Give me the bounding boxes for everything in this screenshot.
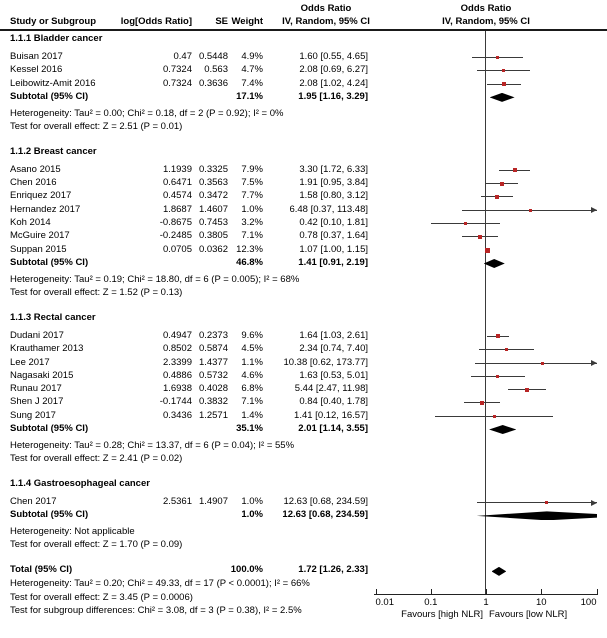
study-row [0,343,607,356]
header-rule [0,29,607,31]
forest-rows [0,32,607,619]
weight-cell: 6.8% [241,383,263,395]
ci-text-cell: 1.64 [1.03, 2.61] [299,329,368,341]
ci-text-cell: 2.34 [0.74, 7.40] [299,343,368,355]
subgroup-header-row [0,312,607,325]
study-row [0,190,607,203]
se-cell: 0.2373 [198,329,228,341]
log-odds-ratio-cell: 0.3436 [162,409,192,421]
weight-cell: 7.9% [241,163,263,175]
heterogeneity-text: Heterogeneity: Not applicable [10,526,135,538]
column-header-odds-ratio-line2: IV, Random, 95% CI [282,16,370,27]
overall-effect-text: Test for overall effect: Z = 1.70 (P = 0.09) [10,539,183,551]
ci-text-cell: 5.44 [2.47, 11.98] [294,383,368,395]
weight-cell: 9.6% [241,329,263,341]
heterogeneity-row [0,440,607,453]
column-header-study: Study or Subgroup [10,16,97,27]
ci-text-cell: 0.84 [0.40, 1.78] [299,396,368,408]
ci-text-cell: 1.63 [0.53, 5.01] [299,369,368,381]
ci-text-cell: 12.63 [0.68, 234.59] [282,509,368,521]
study-name-cell: Buisan 2017 [10,51,63,62]
ci-line [475,363,598,364]
study-name-cell: Dudani 2017 [10,329,64,341]
study-name-cell: Subtotal (95% CI) [10,256,89,268]
se-cell: 0.5448 [198,51,228,62]
heterogeneity-row [0,274,607,287]
weight-cell: 46.8% [236,256,263,268]
ci-text-cell: 0.42 [0.10, 1.81] [299,217,368,229]
or-marker [480,401,484,405]
study-row [0,496,607,509]
se-cell: 0.3805 [198,230,228,242]
study-row [0,396,607,409]
subgroup-label: 1.1.2 Breast cancer [10,145,97,157]
x-axis-tick-label: 0.01 [375,597,394,608]
x-axis-tick [376,589,377,594]
or-marker [545,501,548,504]
study-row [0,357,607,370]
arrow-right-icon [591,360,597,366]
x-axis-tick [431,589,432,594]
se-cell: 0.563 [204,64,228,76]
weight-cell: 35.1% [236,423,263,435]
x-axis-tick-label: 0.1 [424,597,438,608]
pooled-estimate-diamond [492,567,507,576]
or-marker [502,69,505,72]
study-row [0,51,607,64]
study-row [0,217,607,230]
ci-text-cell: 2.08 [0.69, 6.27] [299,64,368,76]
study-name-cell: Subtotal (95% CI) [10,509,89,521]
study-name-cell: Subtotal (95% CI) [10,423,89,435]
se-cell: 1.4377 [198,356,228,368]
subtotal-row [0,257,607,270]
subgroup-label: 1.1.4 Gastroesophageal cancer [10,478,150,490]
log-odds-ratio-cell: 0.7324 [162,64,192,76]
ci-text-cell: 3.30 [1.72, 6.33] [299,163,368,175]
se-cell: 0.3472 [198,190,228,202]
column-header-odds-ratio-line1: Odds Ratio [300,3,352,14]
study-name-cell: Lee 2017 [10,356,50,368]
pooled-estimate-diamond [489,425,516,434]
se-cell: 0.3563 [198,177,228,189]
ci-text-cell: 1.41 [0.91, 2.19] [298,256,368,268]
or-marker [513,168,517,172]
pooled-estimate-diamond [490,93,515,102]
or-marker [541,362,544,365]
overall-effect-text: Test for overall effect: Z = 2.51 (P = 0.01) [10,120,183,132]
study-name-cell: Chen 2017 [10,496,57,508]
overall-effect-text: Test for overall effect: Z = 2.41 (P = 0.02) [10,453,183,465]
heterogeneity-text: Heterogeneity: Tau² = 0.19; Chi² = 18.80, df = 6 (P = 0.005); I² = 68% [10,273,300,285]
weight-cell: 4.5% [241,343,263,355]
study-name-cell: Suppan 2015 [10,243,67,255]
se-cell: 1.4907 [198,496,228,508]
footer-text-row [0,578,607,592]
ci-text-cell: 1.91 [0.95, 3.84] [299,177,368,189]
log-odds-ratio-cell: 0.4574 [162,190,192,202]
log-odds-ratio-cell: 0.47 [173,51,192,62]
or-marker [478,235,482,239]
subgroup-header-row [0,33,607,46]
study-row [0,164,607,177]
subtotal-row [0,91,607,104]
log-odds-ratio-cell: 2.3399 [162,356,192,368]
study-row [0,370,607,383]
study-row [0,244,607,257]
weight-cell: 3.2% [241,217,263,229]
se-cell: 1.2571 [198,409,228,421]
overall-effect-row [0,287,607,300]
weight-cell: 1.0% [241,496,263,508]
overall-effect-row [0,539,607,552]
ci-text-cell: 2.08 [1.02, 4.24] [299,77,368,89]
se-cell: 0.0362 [198,243,228,255]
ci-text-cell: 12.63 [0.68, 234.59] [283,496,368,508]
weight-cell: 17.1% [236,90,263,102]
se-cell: 0.3832 [198,396,228,408]
weight-cell: 1.4% [241,409,263,421]
x-axis-tick [486,589,487,594]
ci-text-cell: 6.48 [0.37, 113.48] [289,203,368,215]
ci-text-cell: 1.41 [0.12, 16.57] [294,409,368,421]
total-row [0,564,607,578]
study-row [0,410,607,423]
ci-text-cell: 1.60 [0.55, 4.65] [299,51,368,62]
weight-cell: 4.7% [241,64,263,76]
study-name-cell: Asano 2015 [10,163,61,175]
ci-text-cell: 1.58 [0.80, 3.12] [299,190,368,202]
se-cell: 0.3636 [198,77,228,89]
overall-effect-row [0,121,607,134]
study-row [0,64,607,77]
column-header-weight: Weight [231,16,263,27]
study-name-cell: Sung 2017 [10,409,56,421]
plot-header-odds-ratio-line1: Odds Ratio [460,3,512,14]
or-marker [496,56,499,59]
log-odds-ratio-cell: 0.4947 [162,329,192,341]
study-name-cell: Hernandez 2017 [10,203,81,215]
x-axis-tick [597,589,598,594]
study-name-cell: Runau 2017 [10,383,62,395]
study-name-cell: Kessel 2016 [10,64,63,76]
log-odds-ratio-cell: 1.6938 [162,383,192,395]
se-cell: 0.4028 [198,383,228,395]
weight-cell: 7.1% [241,396,263,408]
log-odds-ratio-cell: -0.8675 [159,217,192,229]
subgroup-label: 1.1.1 Bladder cancer [10,33,103,44]
se-cell: 1.4607 [198,203,228,215]
or-marker [500,182,504,186]
overall-effect-row [0,453,607,466]
weight-cell: 1.0% [241,509,263,521]
footer-text: Test for overall effect: Z = 3.45 (P = 0.0006) [10,591,193,603]
study-name-cell: Nagasaki 2015 [10,369,74,381]
arrow-right-icon [591,500,597,506]
study-name-cell: Koh 2014 [10,217,51,229]
footer-text: Test for subgroup differences: Chi² = 3.08, df = 3 (P = 0.38), I² = 2.5% [10,605,302,617]
weight-cell: 4.9% [241,51,263,62]
overall-effect-text: Test for overall effect: Z = 1.52 (P = 0.13) [10,286,183,298]
ci-text-cell: 1.07 [1.00, 1.15] [299,243,368,255]
se-cell: 0.3325 [198,163,228,175]
se-cell: 0.7453 [198,217,228,229]
study-name-cell: Krauthamer 2013 [10,343,84,355]
log-odds-ratio-cell: -0.1744 [159,396,192,408]
log-odds-ratio-cell: 1.1939 [162,163,192,175]
study-name-cell: Enriquez 2017 [10,190,72,202]
se-cell: 0.5732 [198,369,228,381]
study-row [0,204,607,217]
ci-text-cell: 1.95 [1.16, 3.29] [298,90,368,102]
or-marker [502,82,506,86]
plot-header-odds-ratio-line2: IV, Random, 95% CI [442,16,530,27]
weight-cell: 4.6% [241,369,263,381]
study-name-cell: Leibowitz-Amit 2016 [10,77,96,89]
column-header-log-odds-ratio: log[Odds Ratio] [120,16,192,27]
ci-text-cell: 2.01 [1.14, 3.55] [298,423,368,435]
study-row [0,330,607,343]
or-marker [496,334,500,338]
log-odds-ratio-cell: 1.8687 [162,203,192,215]
log-odds-ratio-cell: 0.8502 [162,343,192,355]
x-axis-tick-label: 1 [483,597,489,608]
or-marker [464,222,467,225]
subgroup-header-row [0,146,607,159]
or-marker [496,375,499,378]
weight-cell: 7.4% [241,77,263,89]
log-odds-ratio-cell: -0.2485 [159,230,192,242]
favours-left-label: Favours [high NLR] [401,609,483,620]
favours-right-label: Favours [low NLR] [489,609,568,620]
ci-text-cell: 10.38 [0.62, 173.77] [283,356,368,368]
log-odds-ratio-cell: 0.7324 [162,77,192,89]
heterogeneity-row [0,108,607,121]
study-name-cell: Total (95% CI) [10,564,73,576]
study-row [0,383,607,396]
study-name-cell: Shen J 2017 [10,396,64,408]
ci-text-cell: 0.78 [0.37, 1.64] [299,230,368,242]
weight-cell: 100.0% [230,564,263,576]
x-axis-tick [541,589,542,594]
log-odds-ratio-cell: 0.4886 [162,369,192,381]
study-name-cell: Subtotal (95% CI) [10,90,89,102]
or-marker [525,388,529,392]
log-odds-ratio-cell: 0.0705 [162,243,192,255]
se-cell: 0.5874 [198,343,228,355]
or-marker [505,348,508,351]
weight-cell: 12.3% [236,243,263,255]
subtotal-row [0,423,607,436]
study-row [0,230,607,243]
study-row [0,78,607,91]
study-name-cell: McGuire 2017 [10,230,70,242]
pooled-estimate-diamond [484,259,505,268]
weight-cell: 1.1% [241,356,263,368]
weight-cell: 1.0% [241,203,263,215]
arrow-right-icon [591,207,597,213]
subtotal-row [0,509,607,522]
weight-cell: 7.5% [241,177,263,189]
x-axis-line [374,594,598,595]
subgroup-label: 1.1.3 Rectal cancer [10,311,96,323]
weight-cell: 7.7% [241,190,263,202]
pooled-estimate-diamond [477,511,597,520]
heterogeneity-text: Heterogeneity: Tau² = 0.00; Chi² = 0.18, df = 2 (P = 0.92); I² = 0% [10,107,284,119]
heterogeneity-row [0,526,607,539]
x-axis-tick-label: 100 [580,597,597,608]
x-axis-tick-label: 10 [536,597,547,608]
ci-line [477,502,597,503]
ci-text-cell: 1.72 [1.26, 2.33] [298,564,368,576]
study-row [0,177,607,190]
or-marker [485,248,490,253]
weight-cell: 7.1% [241,230,263,242]
heterogeneity-text: Heterogeneity: Tau² = 0.28; Chi² = 13.37, df = 6 (P = 0.04); I² = 55% [10,440,295,452]
or-marker [495,195,499,199]
or-marker [529,209,532,212]
log-odds-ratio-cell: 2.5361 [162,496,192,508]
footer-text: Heterogeneity: Tau² = 0.20; Chi² = 49.33, df = 17 (P < 0.0001); I² = 66% [10,578,310,590]
study-name-cell: Chen 2016 [10,177,57,189]
subgroup-header-row [0,478,607,491]
log-odds-ratio-cell: 0.6471 [162,177,192,189]
or-marker [493,415,496,418]
column-header-se: SE [215,16,228,27]
